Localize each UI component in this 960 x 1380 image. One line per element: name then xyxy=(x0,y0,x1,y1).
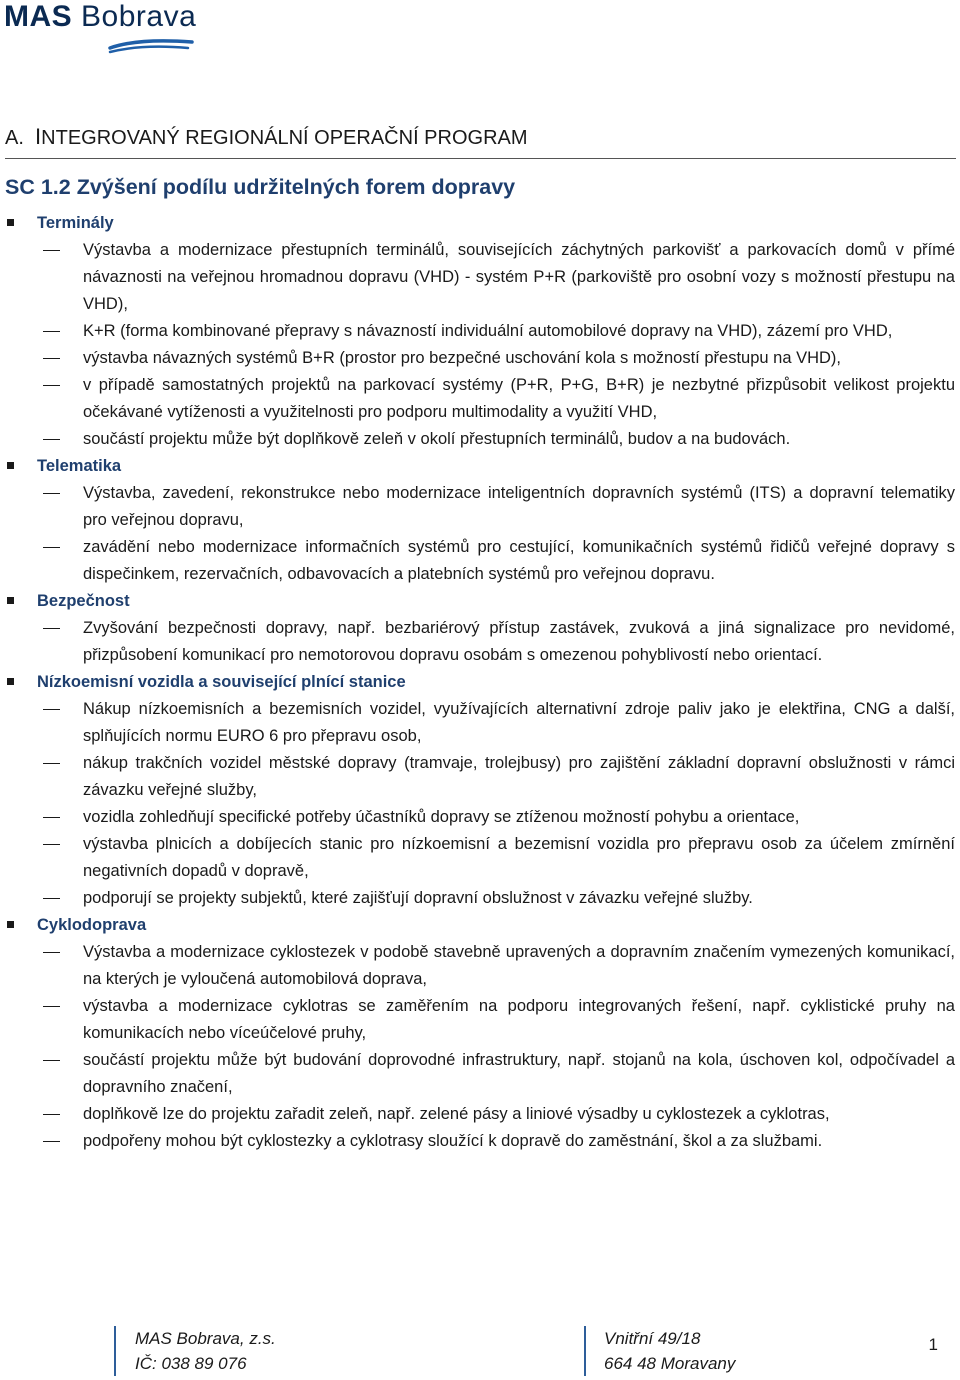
page-number: 1 xyxy=(928,1335,938,1354)
list-item xyxy=(5,750,955,804)
list-item-text: Zvyšování bezpečnosti dopravy, např. bezbariérový přístup zastávek, zvuková a jiná signalizace pro nevidomé, přizpůsobení komunikací pro nemotorovou dopravu osobám s omezenou pohyblivostí nebo orientací. xyxy=(83,619,955,664)
category-title: Nízkoemisní vozidla a související plnící stanice xyxy=(37,673,406,691)
dash-bullet-icon xyxy=(43,439,60,440)
list-item xyxy=(5,426,955,453)
list-item-text: výstavba a modernizace cyklotras se zaměřením na podporu integrovaných řešení, např. cyklistické pruhy na komunikacích nebo víceúčelové pruhy, xyxy=(83,997,955,1042)
footer-divider xyxy=(114,1326,116,1376)
list-item-text: součástí projektu může být budování doprovodné infrastruktury, např. stojanů na kola, úschoven kol, odpočívadel a dopravního značení, xyxy=(83,1051,955,1096)
list-item-text: Nákup nízkoemisních a bezemisních vozidel, využívajících alternativní zdroje paliv jako je elektřina, CNG a další, splňujících normu EURO 6 pro přepravu osob, xyxy=(83,700,955,745)
footer-org-name: MAS Bobrava, z.s. xyxy=(135,1329,276,1348)
section-title: SC 1.2 Zvýšení podílu udržitelných forem dopravy xyxy=(5,175,516,199)
footer-org xyxy=(135,1326,276,1376)
list-item xyxy=(5,831,955,885)
content-body xyxy=(5,210,955,1155)
list-item xyxy=(5,1047,955,1101)
category-heading xyxy=(5,912,955,939)
dash-bullet-icon xyxy=(43,628,60,629)
dash-bullet-icon xyxy=(43,1060,60,1061)
square-bullet-icon xyxy=(7,462,14,469)
heading-letter: A. xyxy=(5,127,24,149)
list-item xyxy=(5,345,955,372)
logo-wave-icon xyxy=(108,34,194,54)
heading-first-char: I xyxy=(35,124,42,149)
dash-bullet-icon xyxy=(43,1114,60,1115)
list-item-text: Výstavba a modernizace přestupních terminálů, souvisejících záchytných parkovišť a parkovacích domů v přímé návaznosti na veřejnou hromadnou dopravu (VHD) - systém P+R (parkoviště pro osobní vozy s možností přestupu na VHD), xyxy=(83,241,955,313)
list-item xyxy=(5,1101,955,1128)
page-footer xyxy=(0,1324,960,1376)
dash-bullet-icon xyxy=(43,385,60,386)
square-bullet-icon xyxy=(7,678,14,685)
list-item-text: v případě samostatných projektů na parkovací systémy (P+R, P+G, B+R) je nezbytné přizpůsobit velikost projektu očekávané vytíženosti a využitelnosti pro podporu multimodality a využití VHD, xyxy=(83,376,955,421)
list-item-text: podpořeny mohou být cyklostezky a cyklotrasy sloužící k dopravě do zaměstnání, škol a za službami. xyxy=(83,1132,823,1150)
list-item xyxy=(5,804,955,831)
list-item xyxy=(5,237,955,318)
footer-org-id: IČ: 038 89 076 xyxy=(135,1354,247,1373)
list-item xyxy=(5,480,955,534)
footer-divider xyxy=(584,1326,586,1376)
list-item xyxy=(5,696,955,750)
dash-bullet-icon xyxy=(43,817,60,818)
logo-text-regular: Bobrava xyxy=(81,0,197,33)
dash-bullet-icon xyxy=(43,493,60,494)
list-item-text: Výstavba a modernizace cyklostezek v podobě stavebně upravených a dopravním značením vymezených komunikací, na kterých je vyloučená automobilová doprava, xyxy=(83,943,955,988)
heading-rest: NTEGROVANÝ REGIONÁLNÍ OPERAČNÍ PROGRAM xyxy=(41,127,528,149)
list-item xyxy=(5,993,955,1047)
list-item-text: podporují se projekty subjektů, které zajišťují dopravní obslužnost v závazku veřejné služby. xyxy=(83,889,753,907)
logo xyxy=(4,2,204,58)
square-bullet-icon xyxy=(7,597,14,604)
dash-bullet-icon xyxy=(43,250,60,251)
list-item xyxy=(5,1128,955,1155)
category-heading xyxy=(5,453,955,480)
list-item xyxy=(5,615,955,669)
dash-bullet-icon xyxy=(43,898,60,899)
dash-bullet-icon xyxy=(43,331,60,332)
heading-divider xyxy=(5,158,956,159)
footer-street: Vnitřní 49/18 xyxy=(604,1329,701,1348)
list-item xyxy=(5,885,955,912)
list-item-text: K+R (forma kombinované přepravy s návazností individuální automobilové dopravy na VHD), zázemí pro VHD, xyxy=(83,322,893,340)
list-item-text: výstavba plnicích a dobíjecích stanic pro nízkoemisní a bezemisní vozidla pro přepravu osob za účelem zmírnění negativních dopadů v dopravě, xyxy=(83,835,955,880)
dash-bullet-icon xyxy=(43,1006,60,1007)
category-heading xyxy=(5,669,955,696)
list-item-text: Výstavba, zavedení, rekonstrukce nebo modernizace inteligentních dopravních systémů (ITS) a dopravní telematiky pro veřejnou dopravu, xyxy=(83,484,955,529)
dash-bullet-icon xyxy=(43,358,60,359)
list-item-text: vozidla zohledňují specifické potřeby účastníků dopravy se ztíženou možností pohybu a orientace, xyxy=(83,808,800,826)
square-bullet-icon xyxy=(7,219,14,226)
dash-bullet-icon xyxy=(43,952,60,953)
document-heading xyxy=(5,124,528,150)
footer-city: 664 48 Moravany xyxy=(604,1354,736,1373)
list-item xyxy=(5,534,955,588)
category-title: Bezpečnost xyxy=(37,592,130,610)
list-item-text: výstavba návazných systémů B+R (prostor pro bezpečné uschování kola s možností přestupu na VHD), xyxy=(83,349,841,367)
category-title: Telematika xyxy=(37,457,122,475)
category-title: Cyklodoprava xyxy=(37,916,147,934)
list-item-text: nákup trakčních vozidel městské dopravy (tramvaje, trolejbusy) pro zajištění základní dopravní obslužnosti v rámci závazku veřejné služby, xyxy=(83,754,955,799)
list-item-text: součástí projektu může být doplňkově zeleň v okolí přestupních terminálů, budov a na budovách. xyxy=(83,430,791,448)
logo-text xyxy=(4,2,204,32)
list-item xyxy=(5,372,955,426)
dash-bullet-icon xyxy=(43,763,60,764)
category-heading xyxy=(5,210,955,237)
dash-bullet-icon xyxy=(43,709,60,710)
list-item xyxy=(5,939,955,993)
footer-address xyxy=(604,1326,735,1376)
logo-text-bold: MAS xyxy=(4,0,73,33)
square-bullet-icon xyxy=(7,921,14,928)
list-item-text: doplňkově lze do projektu zařadit zeleň, např. zelené pásy a liniové výsadby u cyklostezek a cyklotras, xyxy=(83,1105,830,1123)
category-title: Terminály xyxy=(37,214,114,232)
category-heading xyxy=(5,588,955,615)
dash-bullet-icon xyxy=(43,1141,60,1142)
list-item xyxy=(5,318,955,345)
dash-bullet-icon xyxy=(43,547,60,548)
list-item-text: zavádění nebo modernizace informačních systémů pro cestující, komunikačních systémů řidičů veřejné dopravy s dispečinkem, rezervačních, odbavovacích a platebních systémů pro veřejnou dopravu. xyxy=(83,538,955,583)
dash-bullet-icon xyxy=(43,844,60,845)
